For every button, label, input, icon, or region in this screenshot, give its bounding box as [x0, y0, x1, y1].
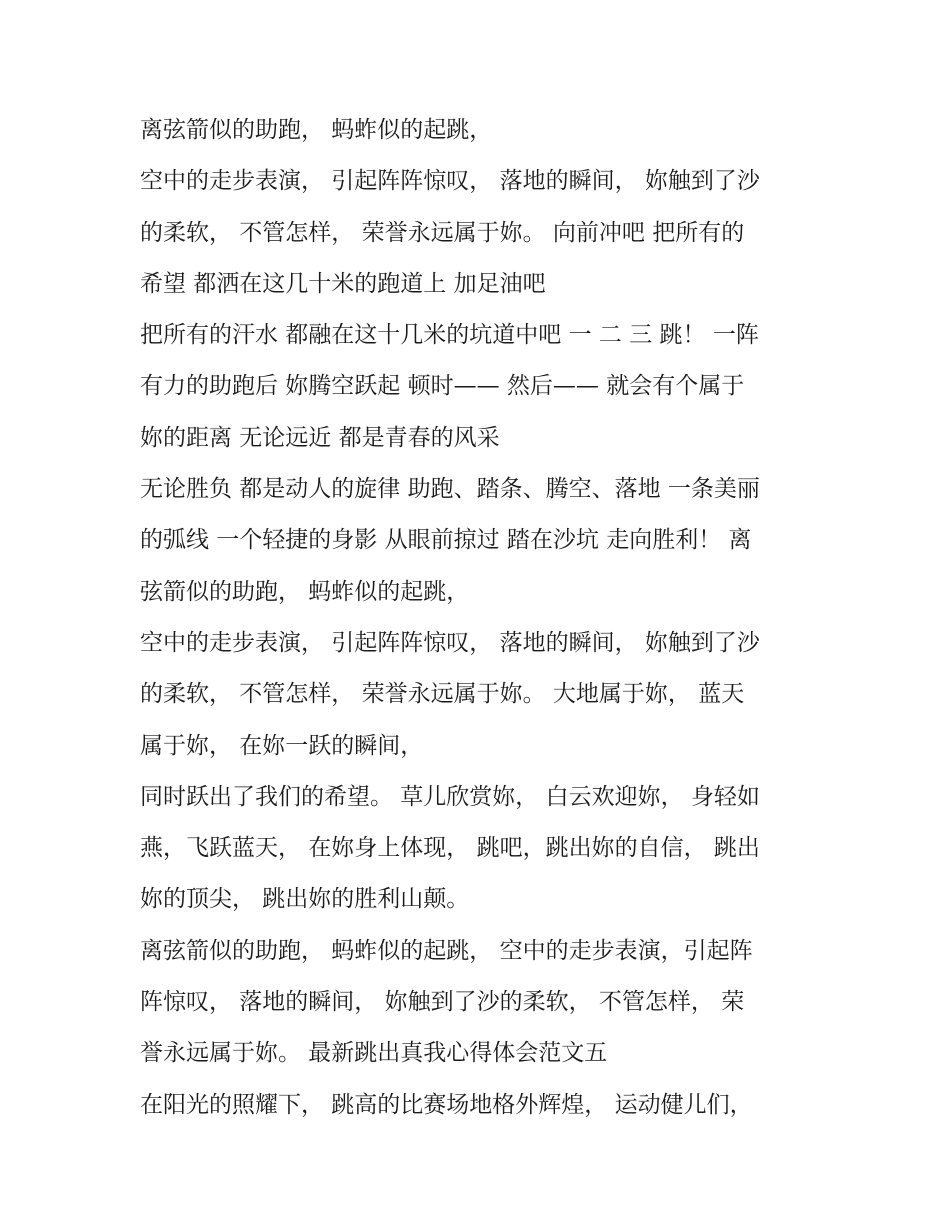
text-line: 的弧线 一个轻捷的身影 从眼前掠过 踏在沙坑 走向胜利！ 离 [140, 527, 752, 554]
text-line: 无论胜负 都是动人的旋律 助跑、踏条、腾空、落地 一条美丽 [140, 476, 760, 503]
body-text [140, 105, 820, 1131]
text-line: 希望 都洒在这几十米的跑道上 加足油吧 [140, 270, 546, 297]
text-line: 空中的走步表演， 引起阵阵惊叹， 落地的瞬间， 妳触到了沙 [140, 629, 760, 656]
text-line: 属于妳， 在妳一跃的瞬间， [140, 732, 424, 759]
text-line: 誉永远属于妳。 最新跳出真我心得体会范文五 [140, 1040, 608, 1067]
text-line: 弦箭似的助跑， 蚂蚱似的起跳， [140, 578, 470, 605]
text-line: 在阳光的照耀下， 跳高的比赛场地格外辉煌， 运动健儿们， [140, 1091, 753, 1118]
text-line: 空中的走步表演， 引起阵阵惊叹， 落地的瞬间， 妳触到了沙 [140, 168, 760, 195]
text-line: 离弦箭似的助跑， 蚂蚱似的起跳， 空中的走步表演，引起阵 [140, 937, 753, 964]
text-line: 阵惊叹， 落地的瞬间， 妳触到了沙的柔软， 不管怎样， 荣 [140, 989, 745, 1016]
text-line: 的柔软， 不管怎样， 荣誉永远属于妳。 大地属于妳， 蓝天 [140, 681, 745, 708]
text-line: 燕，飞跃蓝天， 在妳身上体现， 跳吧，跳出妳的自信， 跳出 [140, 835, 760, 862]
text-line: 的柔软， 不管怎样， 荣誉永远属于妳。 向前冲吧 把所有的 [140, 219, 745, 246]
text-line: 把所有的汗水 都融在这十几米的坑道中吧 一 二 三 跳！ 一阵 [140, 322, 759, 349]
text-line: 同时跃出了我们的希望。 草儿欣赏妳， 白云欢迎妳， 身轻如 [140, 783, 760, 810]
text-line: 有力的助跑后 妳腾空跃起 顿时—— 然后—— 就会有个属于 [140, 373, 745, 400]
text-line: 妳的顶尖， 跳出妳的胜利山颠。 [140, 886, 470, 913]
text-line: 妳的距离 无论远近 都是青春的风采 [140, 424, 500, 451]
text-line: 离弦箭似的助跑， 蚂蚱似的起跳， [140, 117, 493, 143]
